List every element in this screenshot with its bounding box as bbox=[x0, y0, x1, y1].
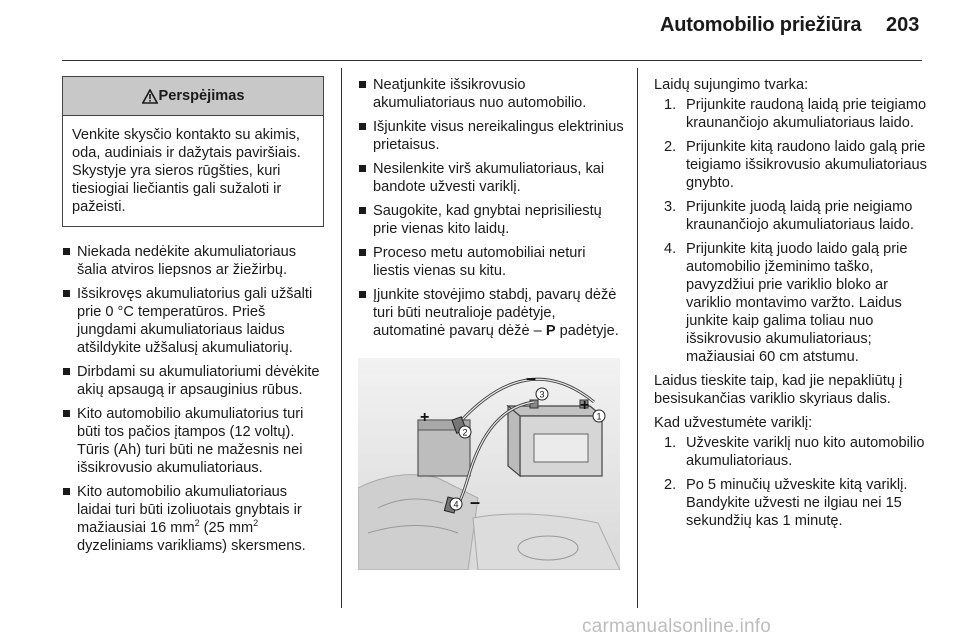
step-text: Prijunkite raudoną laidą prie teigiamo kraunančiojo akumuliatoriaus laido. bbox=[686, 97, 927, 131]
gear-text: padėtyje. bbox=[555, 323, 619, 339]
list-item bbox=[654, 138, 928, 192]
minus-symbol: – bbox=[470, 492, 481, 512]
page-number: 203 bbox=[886, 14, 920, 36]
list-item bbox=[654, 240, 928, 366]
warning-text: Venkite skysčio kontakto su akimis, oda, audiniais ir dažytais paviršiais. Skystyje yra sieros rūgšties, kuri tiesiogiai liečiantis gali sužaloti ir pažeisti. bbox=[72, 127, 301, 215]
connection-order-heading: Laidų sujungimo tvarka: bbox=[654, 77, 809, 93]
column-1 bbox=[62, 76, 324, 561]
step-number: 4. bbox=[664, 241, 677, 257]
svg-text:2: 2 bbox=[462, 427, 468, 438]
callout-2 bbox=[459, 426, 471, 438]
start-steps bbox=[654, 434, 928, 530]
cable-spec-text: Kito automobilio akumuliatoriaus laidai turi būti izoliuotais gnybtais ir mažiausiai 16 mm bbox=[77, 484, 302, 536]
step-text: Užveskite variklį nuo kito automobilio akumuliatoriaus. bbox=[686, 435, 925, 469]
list-item bbox=[358, 286, 624, 340]
step-text: Po 5 minučių užveskite kitą variklį. Bandykite užvesti ne ilgiau nei 15 sekundžių kas 1 minutę. bbox=[686, 477, 908, 529]
superscript: 2 bbox=[253, 518, 259, 529]
callout-3 bbox=[536, 388, 548, 400]
plus-symbol: + bbox=[580, 397, 590, 414]
warning-box bbox=[62, 76, 324, 227]
bullet-list bbox=[62, 243, 324, 555]
step-number: 1. bbox=[664, 435, 677, 451]
callout-4 bbox=[450, 498, 462, 510]
list-item: Saugokite, kad gnybtai neprisiliestų prie vienas kito laidų. bbox=[358, 202, 624, 238]
plus-symbol: + bbox=[420, 409, 430, 426]
superscript: 2 bbox=[194, 518, 200, 529]
list-item: Niekada nedėkite akumuliatoriaus šalia atviros liepsnos ar žiežirbų. bbox=[62, 243, 324, 279]
column-3 bbox=[654, 76, 928, 536]
dash: – bbox=[529, 323, 546, 339]
list-item: Dirbdami su akumuliatoriumi dėvėkite akių apsaugą ir apsauginius rūbus. bbox=[62, 363, 324, 399]
step-number: 2. bbox=[664, 139, 677, 155]
list-item bbox=[654, 198, 928, 234]
step-text: Prijunkite juodą laidą prie neigiamo kraunančiojo akumuliatoriaus laido. bbox=[686, 199, 914, 233]
minus-symbol: – bbox=[526, 368, 537, 388]
svg-text:1: 1 bbox=[596, 411, 602, 422]
list-item bbox=[654, 476, 928, 530]
svg-text:4: 4 bbox=[453, 499, 459, 510]
cable-spec-text: (25 mm bbox=[199, 520, 254, 536]
page-title: Automobilio priežiūra bbox=[660, 14, 862, 36]
cable-spec-text: dyzeliniams varikliams) skersmens. bbox=[77, 538, 306, 554]
connection-steps bbox=[654, 96, 928, 366]
start-engine-heading: Kad užvestumėte variklį: bbox=[654, 415, 813, 431]
column-divider-1 bbox=[341, 68, 342, 608]
step-number: 3. bbox=[664, 199, 677, 215]
step-text: Prijunkite kitą juodo laido galą prie automobilio įžeminimo taško, pavyzdžiui prie variklio bloko ar variklio montavimo varžto. Laidus junkite kaip galima toliau nuo išsikrovusio akumuliatoriaus; mažiausiai 60 cm atstumu. bbox=[686, 241, 908, 365]
list-item bbox=[654, 434, 928, 470]
list-item: Išsikrovęs akumuliatorius gali užšalti prie 0 °C temperatūros. Prieš jungdami akumuliatoriaus laidus atšildykite užšalusį akumuliatorių. bbox=[62, 285, 324, 357]
callout-1 bbox=[593, 410, 605, 422]
list-item: Proceso metu automobiliai neturi liestis vienas su kitu. bbox=[358, 244, 624, 280]
warning-triangle-icon bbox=[142, 89, 158, 104]
list-item: Išjunkite visus nereikalingus elektrinius prietaisus. bbox=[358, 118, 624, 154]
warning-title: Perspėjimas bbox=[158, 88, 245, 104]
step-number: 1. bbox=[664, 97, 677, 113]
header-rule bbox=[62, 60, 922, 61]
column-divider-2 bbox=[637, 68, 638, 608]
list-item: Kito automobilio akumuliatorius turi būti tos pačios įtampos (12 voltų). Tūris (Ah) turi būti ne mažesnis nei išsikrovusio akumuliatoriaus. bbox=[62, 405, 324, 477]
list-item: Nesilenkite virš akumuliatoriaus, kai bandote užvesti variklį. bbox=[358, 160, 624, 196]
warning-header bbox=[63, 77, 323, 116]
watermark: carmanualsonline.info bbox=[582, 616, 772, 637]
step-number: 2. bbox=[664, 477, 677, 493]
bullet-list bbox=[358, 76, 624, 340]
list-item bbox=[62, 483, 324, 555]
park-position: P bbox=[545, 323, 556, 339]
cable-routing-note: Laidus tieskite taip, kad jie nepakliūtų į besisukančias variklio skyriaus dalis. bbox=[654, 373, 903, 407]
column-2 bbox=[358, 76, 624, 575]
list-item: Neatjunkite išsikrovusio akumuliatoriaus nuo automobilio. bbox=[358, 76, 624, 112]
gear-text: Įjunkite stovėjimo stabdį, pavarų dėžė turi būti neutralioje padėtyje, automatinė pavarų dėžė bbox=[373, 287, 617, 339]
list-item bbox=[654, 96, 928, 132]
step-text: Prijunkite kitą raudono laido galą prie teigiamo išsikrovusio akumuliatoriaus gnybto. bbox=[686, 139, 927, 191]
svg-text:3: 3 bbox=[539, 389, 545, 400]
jump-start-illustration bbox=[358, 358, 620, 570]
